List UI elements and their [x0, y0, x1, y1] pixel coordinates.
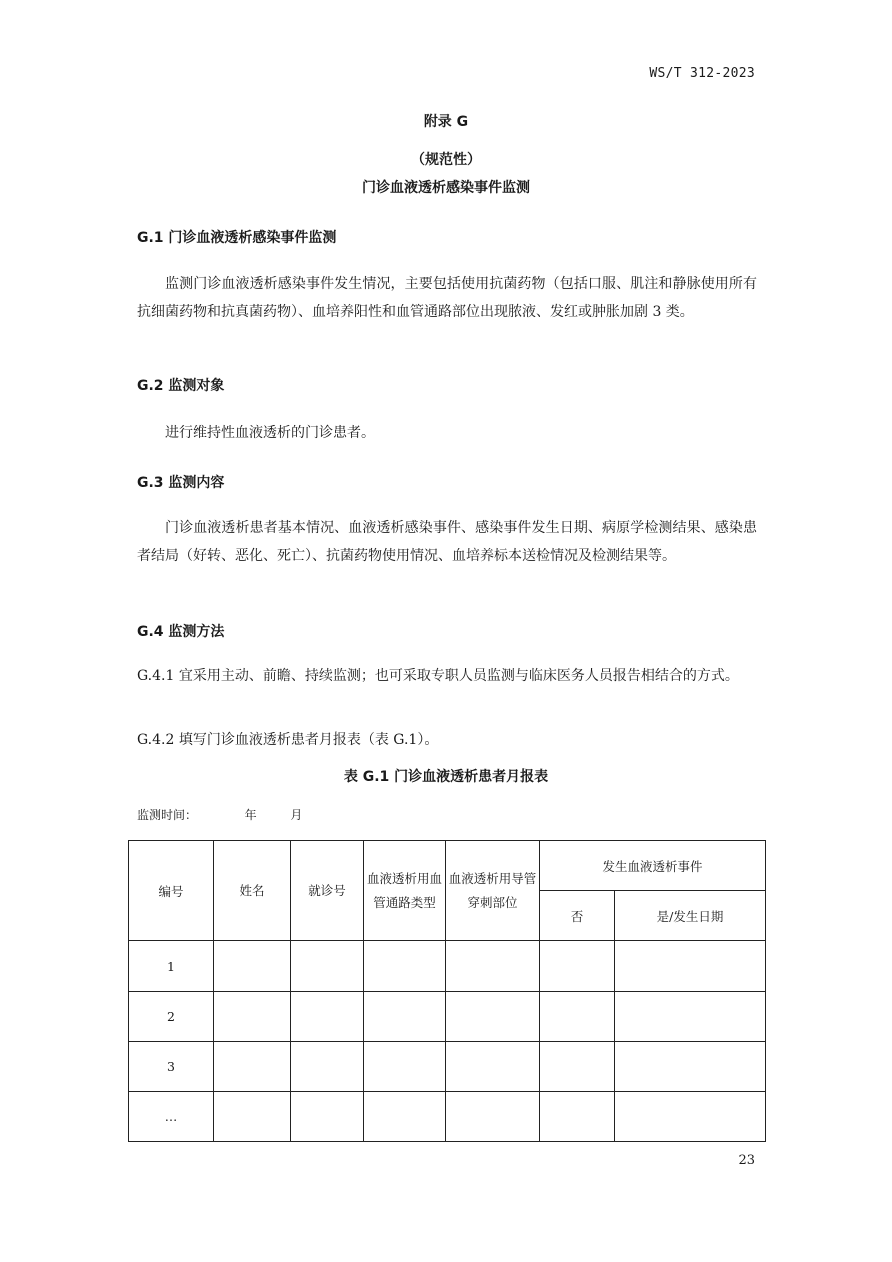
standard-code: WS/T 312-2023: [649, 66, 755, 81]
section-g2-body: 进行维持性血液透析的门诊患者。: [165, 425, 375, 441]
row-number: …: [129, 1092, 214, 1142]
section-g3-body: 门诊血液透析患者基本情况、血液透析感染事件、感染事件发生日期、病原学检测结果、感染患者结局（好转、恶化、死亡）、抗菌药物使用情况、血培养标本送检情况及检测结果等。: [137, 520, 757, 564]
section-g4-2: G.4.2 填写门诊血液透析患者月报表（表 G.1）。: [137, 732, 439, 748]
table-row: [129, 941, 766, 992]
header-number: 编号: [129, 841, 214, 941]
row-number: 2: [129, 992, 214, 1042]
appendix-nature: （规范性）: [411, 152, 481, 168]
monitor-time: [137, 806, 302, 823]
monitor-year-label: 年: [244, 808, 257, 822]
header-access-type: 血液透析用血管通路类型: [364, 841, 446, 941]
section-g4-heading: G.4 监测方法: [137, 624, 225, 640]
header-visit-no: 就诊号: [291, 841, 364, 941]
monitor-month-label: 月: [290, 808, 303, 822]
header-yes-date: 是/发生日期: [615, 891, 766, 941]
monthly-report-table: [128, 840, 766, 1142]
appendix-title: 门诊血液透析感染事件监测: [362, 180, 530, 196]
section-g3-heading: G.3 监测内容: [137, 475, 225, 491]
row-number: 1: [129, 941, 214, 992]
table-caption: 表 G.1 门诊血液透析患者月报表: [343, 769, 549, 785]
monitor-time-label: 监测时间：: [137, 808, 198, 822]
table-row: [129, 1092, 766, 1142]
header-name: 姓名: [214, 841, 291, 941]
section-g1-heading: G.1 门诊血液透析感染事件监测: [137, 230, 337, 246]
header-catheter-site: 血液透析用导管穿刺部位: [446, 841, 540, 941]
section-g1-body: 监测门诊血液透析感染事件发生情况，主要包括使用抗菌药物（包括口服、肌注和静脉使用所有抗细菌药物和抗真菌药物）、血培养阳性和血管通路部位出现脓液、发红或肿胀加剧 3 类。: [137, 276, 757, 320]
section-g2-heading: G.2 监测对象: [137, 378, 225, 394]
table-row: [129, 1042, 766, 1092]
header-event-group: 发生血液透析事件: [540, 841, 766, 891]
appendix-label: 附录 G: [423, 114, 469, 130]
table-header-row: [129, 841, 766, 891]
row-number: 3: [129, 1042, 214, 1092]
header-no: 否: [540, 891, 615, 941]
page-number: 23: [738, 1153, 755, 1168]
section-g4-1: G.4.1 宜采用主动、前瞻、持续监测；也可采取专职人员监测与临床医务人员报告相结合的方式。: [137, 668, 739, 684]
table-row: [129, 992, 766, 1042]
